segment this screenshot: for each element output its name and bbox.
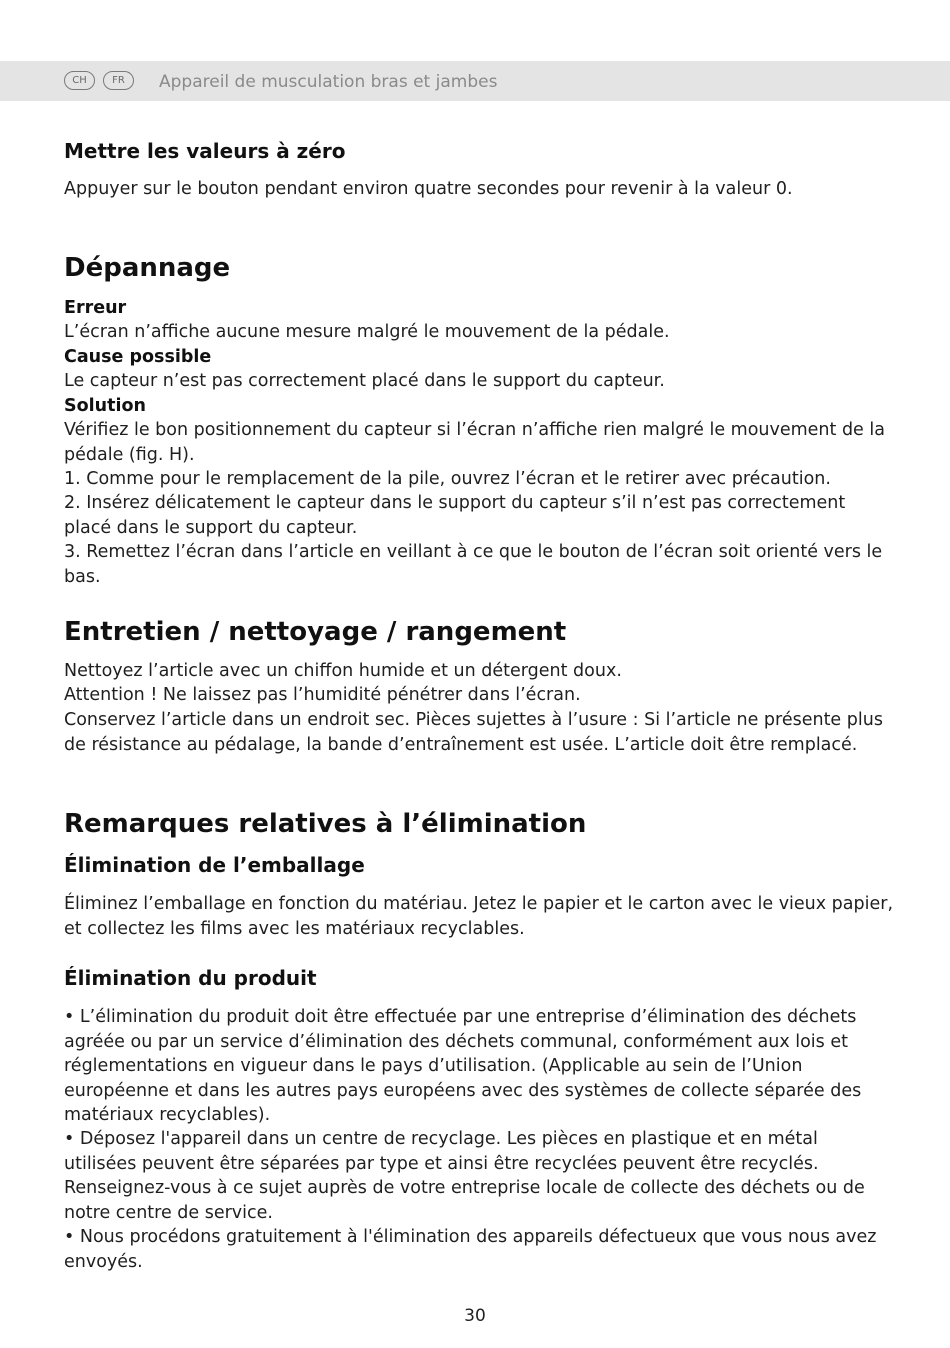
maintenance-heading: Entretien / nettoyage / rangement [64,617,567,647]
cause-text: Le capteur n’est pas correctement placé dans le support du capteur. [64,371,665,391]
document-title: Appareil de musculation bras et jambes [159,72,498,92]
maintenance-line: Conservez l’article dans un endroit sec. Pièces sujettes à l’usure : Si l’article ne présente plus de résistance au pédalage, la bande d’entraînement est usée. L’article doit être remplacé. [64,710,883,755]
packaging-heading: Élimination de l’emballage [64,853,365,877]
product-heading: Élimination du produit [64,966,317,990]
solution-step: 1. Comme pour le remplacement de la pile, ouvrez l’écran et le retirer avec précaution. [64,469,831,489]
maintenance-line: Nettoyez l’article avec un chiffon humide et un détergent doux. [64,661,622,681]
disposal-bullet: • L’élimination du produit doit être effectuée par une entreprise d’élimination des déchets agréée ou par un service d’élimination des déchets communal, conformément aux lois et réglementations en vigueur dans le pays d’utilisation. (Applicable au sein de l’Union européenne et dans les autres pays européens avec des systèmes de collecte séparée des matériaux recyclables). [64,1007,862,1125]
error-text: L’écran n’affiche aucune mesure malgré le mouvement de la pédale. [64,322,670,342]
troubleshooting-heading: Dépannage [64,253,231,283]
disposal-heading: Remarques relatives à l’élimination [64,809,587,839]
solution-step: 2. Insérez délicatement le capteur dans le support du capteur s’il n’est pas correctement placé dans le support du capteur. [64,493,846,538]
disposal-bullet: • Nous procédons gratuitement à l'élimination des appareils défectueux que vous nous avez envoyés. [64,1227,877,1272]
packaging-text: Éliminez l’emballage en fonction du matériau. Jetez le papier et le carton avec le vieux papier, et collectez les films avec les matériaux recyclables. [64,894,894,939]
error-label: Erreur [64,298,127,318]
maintenance-line: Attention ! Ne laissez pas l’humidité pénétrer dans l’écran. [64,685,581,705]
solution-text: Vérifiez le bon positionnement du capteur si l’écran n’affiche rien malgré le mouvement de la pédale (fig. H). [64,420,885,465]
reset-text: Appuyer sur le bouton pendant environ quatre secondes pour revenir à la valeur 0. [64,179,793,199]
solution-label: Solution [64,396,146,416]
reset-heading: Mettre les valeurs à zéro [64,139,346,163]
disposal-bullet: • Déposez l'appareil dans un centre de recyclage. Les pièces en plastique et en métal utilisées peuvent être séparées par type et ainsi être recyclées peuvent être recyclés. Renseignez-vous à ce sujet auprès de votre entreprise locale de collecte des déchets ou de notre centre de service. [64,1129,865,1223]
country-badge-fr: FR [103,71,134,90]
page-number: 30 [464,1306,486,1326]
country-badge-ch: CH [64,71,95,90]
cause-label: Cause possible [64,347,212,367]
solution-step: 3. Remettez l’écran dans l’article en veillant à ce que le bouton de l’écran soit orienté vers le bas. [64,542,883,587]
